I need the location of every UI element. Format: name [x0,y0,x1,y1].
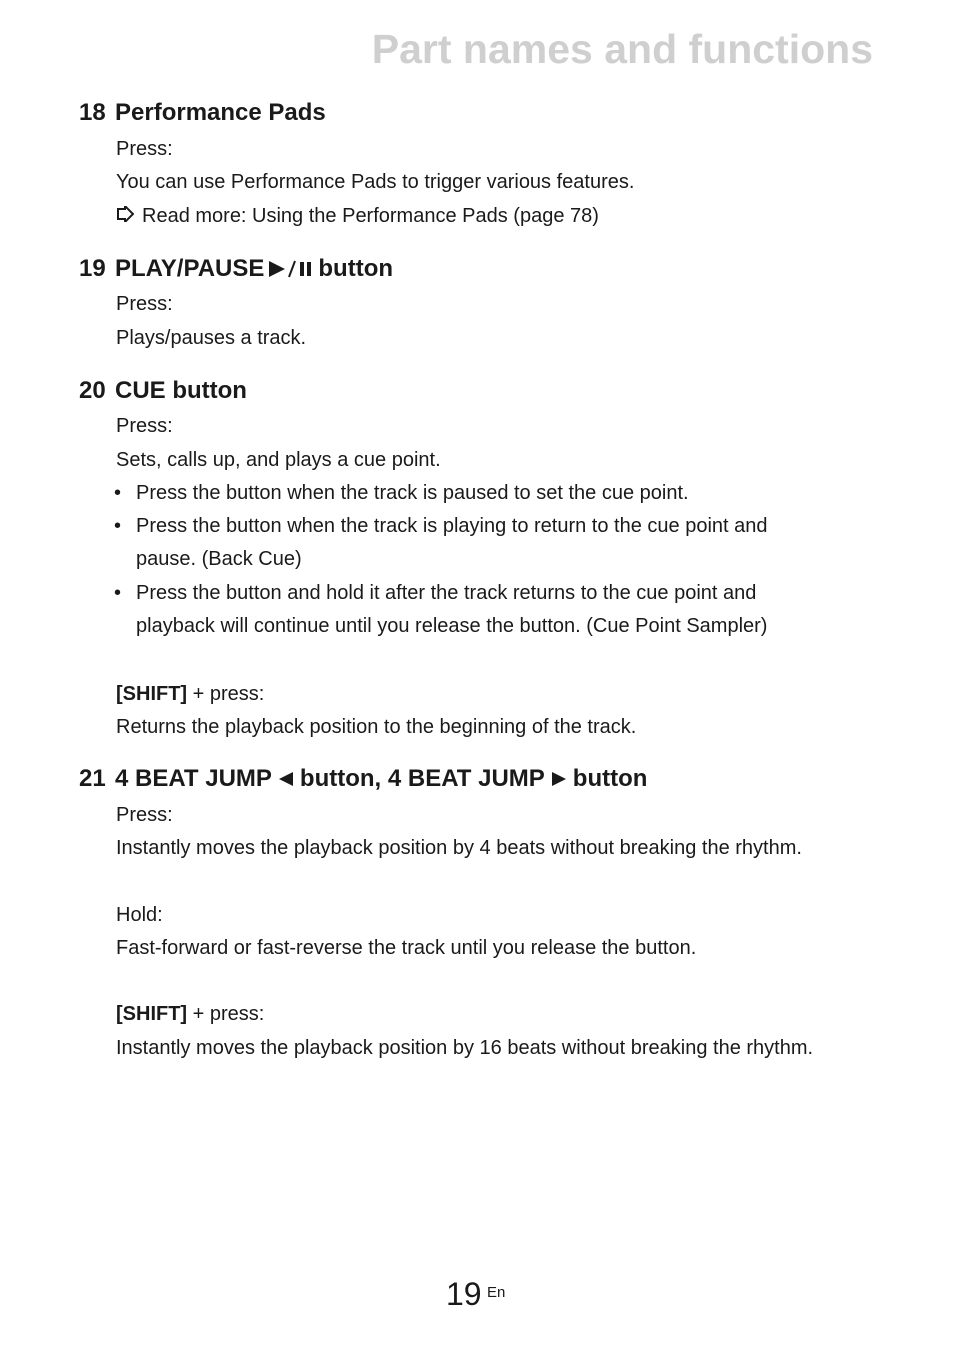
list-item [136,510,768,576]
right-triangle-icon [551,765,567,795]
list-item [136,477,689,510]
page-number: 19 [446,1276,482,1312]
hold-label: Hold: [116,904,163,926]
description: Instantly moves the playback position by 4 beats without breaking the rhythm. [116,837,802,859]
shift-description: Instantly moves the playback position by 16 beats without breaking the rhythm. [116,1037,814,1059]
press-label: Press: [116,293,173,315]
shift-suffix: + press: [187,683,265,705]
list-item-line: playback will continue until you release the button. (Cue Point Sampler) [136,615,768,637]
section-heading [79,376,247,406]
section-number: 19 [79,255,106,282]
list-item-line: Press the button when the track is playing to return to the cue point and [136,515,768,537]
bullet-marker: • [114,482,122,504]
press-label: Press: [116,804,173,826]
hold-description: Fast-forward or fast-reverse the track until you release the button. [116,937,697,959]
list-item-line: Press the button when the track is paused to set the cue point. [136,482,689,504]
list-item-line: Press the button and hold it after the track returns to the cue point and [136,582,757,604]
right-arrow-icon [116,203,134,229]
section-title-suffix: button [318,255,394,282]
shift-suffix: + press: [187,1003,265,1025]
section-heading [79,764,647,795]
list-item-line: pause. (Back Cue) [136,548,302,570]
section-title-part2: button, 4 BEAT JUMP [299,765,545,792]
page-language: En [487,1284,506,1301]
bullet-marker: • [114,515,122,537]
shift-key: [SHIFT] [116,1003,188,1025]
page-title: Part names and functions [371,26,873,72]
description: You can use Performance Pads to trigger various features. [116,171,635,193]
bullet-marker: • [114,582,122,604]
section-title-part1: 4 BEAT JUMP [115,765,272,792]
description: Sets, calls up, and plays a cue point. [116,449,441,471]
description: Plays/pauses a track. [116,327,307,349]
read-more-text: Read more: Using the Performance Pads (page 78) [142,205,599,227]
list-item [136,577,767,643]
shift-press-label [116,1001,264,1027]
section-number: 20 [79,377,106,404]
section-title-prefix: PLAY/PAUSE [115,255,265,282]
section-heading [79,98,326,128]
section-title-part3: button [572,765,648,792]
section-title: Performance Pads [115,99,326,126]
shift-description: Returns the playback position to the beginning of the track. [116,716,637,738]
section-title: CUE button [115,377,247,404]
section-number: 21 [79,765,106,792]
shift-key: [SHIFT] [116,683,188,705]
press-label: Press: [116,138,173,160]
shift-press-label [116,681,264,707]
section-number: 18 [79,99,106,126]
section-heading [79,254,393,286]
play-pause-icon [268,256,314,286]
left-triangle-icon [278,765,294,795]
read-more-link[interactable] [116,203,599,229]
press-label: Press: [116,415,173,437]
